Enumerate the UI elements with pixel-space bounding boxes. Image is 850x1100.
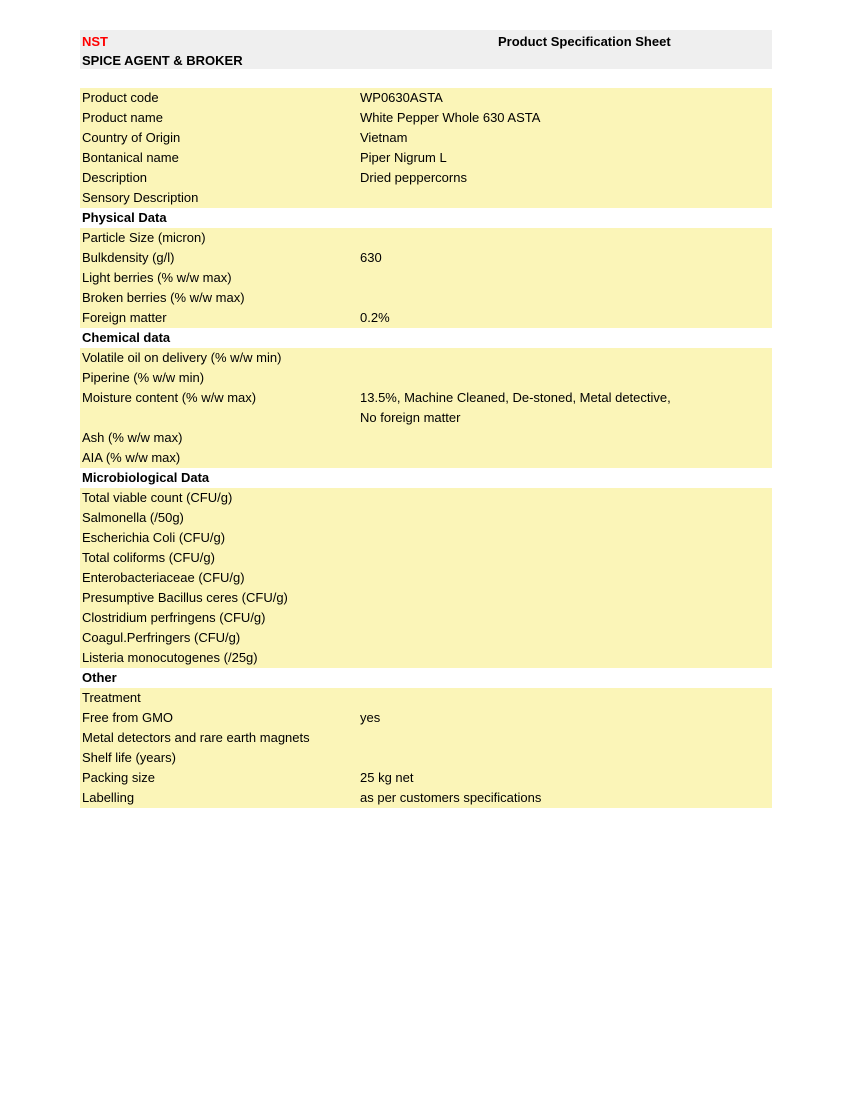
spec-value: 0.2% [360, 310, 390, 325]
spec-label: Coagul.Perfringers (CFU/g) [82, 630, 241, 645]
spec-row-packing-size [80, 768, 772, 788]
spec-label: Ash (% w/w max) [82, 430, 183, 445]
spec-value [360, 508, 720, 528]
spec-label: AIA (% w/w max) [82, 450, 181, 465]
spec-sheet [80, 30, 772, 808]
spec-value [360, 428, 720, 448]
spec-value [360, 288, 720, 308]
spec-row-volatile-oil [80, 348, 772, 368]
spec-value-line: No foreign matter [360, 410, 461, 425]
spec-value: WP0630ASTA [360, 90, 443, 105]
section-heading-microbiological: Microbiological Data [80, 468, 772, 488]
company-name: NST [82, 34, 108, 49]
spec-value: Vietnam [360, 130, 408, 145]
physical-data-group [80, 228, 772, 328]
spec-label: Listeria monocutogenes (/25g) [82, 650, 258, 665]
spec-row-total-viable-count [80, 488, 772, 508]
spec-row-bulk-density [80, 248, 772, 268]
spec-value: 630 [360, 250, 382, 265]
spec-row-piperine [80, 368, 772, 388]
spec-value [360, 608, 720, 628]
spec-row-labelling [80, 788, 772, 808]
spec-value [360, 548, 720, 568]
spec-row-salmonella [80, 508, 772, 528]
spec-value [360, 488, 720, 508]
chemical-data-group [80, 348, 772, 468]
general-info-group [80, 88, 772, 208]
spec-label: Description [82, 170, 148, 185]
spec-label: Treatment [82, 690, 141, 705]
spec-row-clostridium [80, 608, 772, 628]
header-spacer [80, 69, 772, 88]
spec-row-aia [80, 448, 772, 468]
spec-value: yes [360, 710, 381, 725]
spec-value [360, 568, 720, 588]
spec-value-multiline [360, 388, 720, 428]
section-heading-physical: Physical Data [80, 208, 772, 228]
spec-label: Sensory Description [82, 190, 199, 205]
spec-label: Escherichia Coli (CFU/g) [82, 530, 226, 545]
spec-value [360, 448, 720, 468]
section-heading-chemical: Chemical data [80, 328, 772, 348]
spec-row-gmo [80, 708, 772, 728]
spec-value [360, 648, 720, 668]
spec-row-treatment [80, 688, 772, 708]
spec-label: Shelf life (years) [82, 750, 176, 765]
spec-label: Metal detectors and rare earth magnets [82, 730, 310, 745]
spec-label: Free from GMO [82, 710, 174, 725]
spec-row-listeria [80, 648, 772, 668]
spec-row-moisture-content [80, 388, 772, 428]
spec-row-bacillus-cereus [80, 588, 772, 608]
spec-label: Packing size [82, 770, 155, 785]
spec-label: Product code [82, 90, 159, 105]
spec-row-coagul-perfringers [80, 628, 772, 648]
spec-label: Presumptive Bacillus ceres (CFU/g) [82, 590, 288, 605]
spec-row-total-coliforms [80, 548, 772, 568]
spec-label: Bulkdensity (g/l) [82, 250, 175, 265]
spec-value [360, 748, 720, 768]
spec-row-particle-size [80, 228, 772, 248]
spec-value: White Pepper Whole 630 ASTA [360, 110, 541, 125]
spec-row-broken-berries [80, 288, 772, 308]
spec-label: Moisture content (% w/w max) [82, 390, 257, 405]
spec-label: Total coliforms (CFU/g) [82, 550, 215, 565]
spec-value [360, 588, 720, 608]
spec-label: Labelling [82, 790, 135, 805]
spec-label: Salmonella (/50g) [82, 510, 184, 525]
spec-value [360, 188, 720, 208]
document-title: Product Specification Sheet [498, 34, 671, 49]
spec-row-description [80, 168, 772, 188]
spec-value [360, 348, 720, 368]
spec-label: Light berries (% w/w max) [82, 270, 232, 285]
spec-value-line: 13.5%, Machine Cleaned, De-stoned, Metal detective, [360, 390, 671, 405]
spec-label: Foreign matter [82, 310, 167, 325]
spec-label: Piperine (% w/w min) [82, 370, 205, 385]
spec-value: Piper Nigrum L [360, 150, 447, 165]
spec-value [360, 728, 720, 748]
spec-label: Enterobacteriaceae (CFU/g) [82, 570, 245, 585]
spec-row-light-berries [80, 268, 772, 288]
spec-value [360, 528, 720, 548]
spec-value: as per customers specifications [360, 790, 542, 805]
spec-value [360, 688, 720, 708]
spec-value [360, 368, 720, 388]
spec-row-sensory-description [80, 188, 772, 208]
spec-row-foreign-matter [80, 308, 772, 328]
spec-row-metal-detectors [80, 728, 772, 748]
spec-label: Particle Size (micron) [82, 230, 206, 245]
section-heading-other: Other [80, 668, 772, 688]
spec-label: Total viable count (CFU/g) [82, 490, 233, 505]
spec-value [360, 228, 720, 248]
spec-row-enterobacteriaceae [80, 568, 772, 588]
spec-row-botanical-name [80, 148, 772, 168]
spec-value [360, 268, 720, 288]
spec-row-product-name [80, 108, 772, 128]
spec-label: Bontanical name [82, 150, 179, 165]
spec-row-product-code [80, 88, 772, 108]
other-data-group [80, 688, 772, 808]
spec-label: Clostridium perfringens (CFU/g) [82, 610, 266, 625]
spec-row-e-coli [80, 528, 772, 548]
spec-label: Volatile oil on delivery (% w/w min) [82, 350, 282, 365]
spec-label: Broken berries (% w/w max) [82, 290, 245, 305]
spec-row-ash [80, 428, 772, 448]
microbiological-data-group [80, 488, 772, 668]
spec-value: 25 kg net [360, 770, 414, 785]
spec-value: Dried peppercorns [360, 170, 467, 185]
spec-row-country-of-origin [80, 128, 772, 148]
spec-label: Country of Origin [82, 130, 181, 145]
company-tagline: SPICE AGENT & BROKER [82, 53, 243, 68]
spec-label: Product name [82, 110, 163, 125]
sheet-header [80, 30, 772, 69]
spec-value [360, 628, 720, 648]
spec-row-shelf-life [80, 748, 772, 768]
